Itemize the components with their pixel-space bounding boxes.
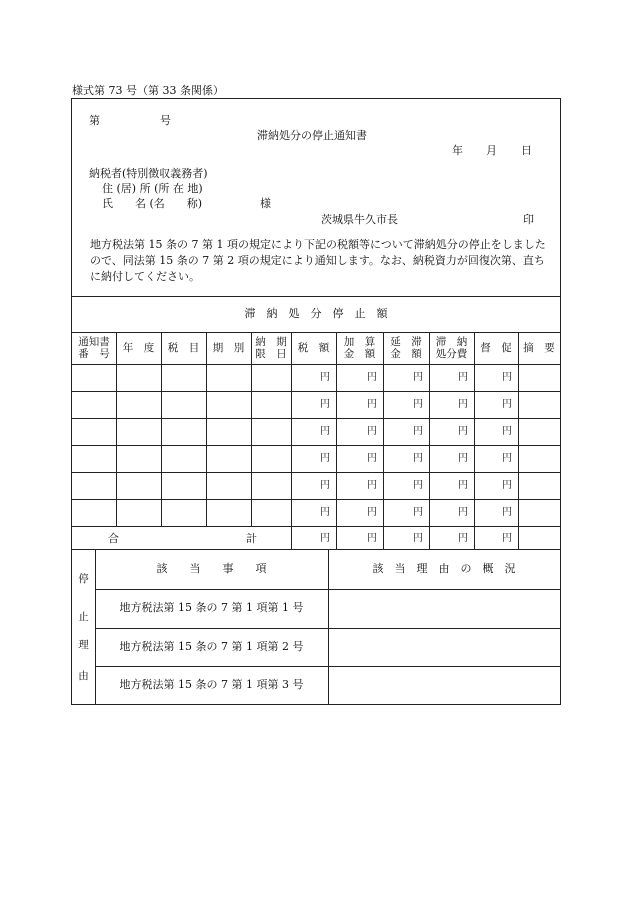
column-header: 年 度 xyxy=(122,341,155,354)
date-year: 年 xyxy=(452,144,463,157)
yen-unit: 円 xyxy=(413,399,423,410)
yen-unit: 円 xyxy=(502,399,512,410)
yen-unit: 円 xyxy=(413,507,423,518)
yen-unit: 円 xyxy=(367,453,377,464)
honorific: 様 xyxy=(260,197,271,210)
seal-mark: 印 xyxy=(523,213,534,226)
yen-unit: 円 xyxy=(367,507,377,518)
yen-unit: 円 xyxy=(502,480,512,491)
date-day: 日 xyxy=(521,144,532,157)
yen-unit: 円 xyxy=(458,372,468,383)
yen-unit: 円 xyxy=(320,372,330,383)
yen-unit: 円 xyxy=(367,426,377,437)
yen-unit: 円 xyxy=(502,426,512,437)
column-header: 税 額 xyxy=(297,341,330,354)
yen-unit: 円 xyxy=(502,372,512,383)
yen-unit-total: 円 xyxy=(367,533,377,544)
reason-item-2: 地方税法第 15 条の 7 第 1 項第 2 号 xyxy=(119,639,304,653)
yen-unit: 円 xyxy=(458,399,468,410)
yen-unit: 円 xyxy=(367,372,377,383)
column-header: 納 期 限 日 xyxy=(255,335,287,360)
number-suffix: 号 xyxy=(160,114,171,127)
column-header-rule xyxy=(72,364,560,365)
column-header: 摘 要 xyxy=(523,341,555,354)
form-caption: 様式第 73 号（第 33 条関係） xyxy=(72,84,224,97)
yen-unit-total: 円 xyxy=(413,533,423,544)
number-prefix: 第 xyxy=(89,114,100,127)
yen-unit: 円 xyxy=(320,426,330,437)
yen-unit: 円 xyxy=(458,507,468,518)
column-header: 滞 納 処分費 xyxy=(435,335,468,360)
column-header: 延 滞 金 額 xyxy=(390,335,422,360)
reason-side-char-1: 停 xyxy=(78,572,89,585)
reason-item-1: 地方税法第 15 条の 7 第 1 項第 1 号 xyxy=(119,601,304,615)
notice-body-text: 地方税法第 15 条の 7 第 1 項の規定により下記の税額等について滞納処分の停止をしましたので、同法第 15 条の 7 第 2 項の規定により通知します。なお、納税資力が回復次第、直ちに納付してください。 xyxy=(90,238,546,283)
table-section-title: 滞 納 処 分 停 止 額 xyxy=(244,306,388,320)
notice-form xyxy=(71,98,561,705)
column-header: 通知書 番 号 xyxy=(78,335,110,360)
yen-unit: 円 xyxy=(458,480,468,491)
row-rule xyxy=(72,472,560,473)
yen-unit: 円 xyxy=(502,453,512,464)
yen-unit: 円 xyxy=(458,426,468,437)
address-label: 住 (居) 所 (所 在 地) xyxy=(102,182,203,195)
yen-unit: 円 xyxy=(367,399,377,410)
row-rule xyxy=(72,418,560,419)
row-rule xyxy=(72,526,560,527)
reason-summary-header: 該 当 理 由 の 概 況 xyxy=(372,561,516,575)
yen-unit: 円 xyxy=(367,480,377,491)
row-rule xyxy=(72,391,560,392)
yen-unit: 円 xyxy=(320,399,330,410)
yen-unit: 円 xyxy=(413,480,423,491)
row-rule xyxy=(72,499,560,500)
yen-unit: 円 xyxy=(413,372,423,383)
total-label-right: 計 xyxy=(246,532,257,545)
name-label: 氏 名 (名 称) xyxy=(102,197,203,210)
total-label-left: 合 xyxy=(108,532,119,545)
yen-unit-total: 円 xyxy=(320,533,330,544)
yen-unit: 円 xyxy=(320,480,330,491)
issuer-name: 茨城県牛久市長 xyxy=(321,213,398,226)
yen-unit: 円 xyxy=(458,453,468,464)
reason-item-header: 該 当 事 項 xyxy=(156,561,267,575)
column-header: 税 目 xyxy=(167,341,200,354)
yen-unit-total: 円 xyxy=(458,533,468,544)
yen-unit: 円 xyxy=(413,426,423,437)
document-title: 滞納処分の停止通知書 xyxy=(257,129,367,142)
date-month: 月 xyxy=(486,144,497,157)
reason-side-char-4: 由 xyxy=(78,669,89,682)
yen-unit: 円 xyxy=(320,453,330,464)
column-header: 加 算 金 額 xyxy=(343,335,376,360)
column-header: 督 促 xyxy=(480,341,512,354)
row-rule xyxy=(72,445,560,446)
reason-side-char-3: 理 xyxy=(78,638,89,651)
yen-unit: 円 xyxy=(413,453,423,464)
yen-unit: 円 xyxy=(502,507,512,518)
taxpayer-label: 納税者(特別徴収義務者) xyxy=(89,167,208,180)
yen-unit-total: 円 xyxy=(502,533,512,544)
reason-item-3: 地方税法第 15 条の 7 第 1 項第 3 号 xyxy=(119,677,304,691)
yen-unit: 円 xyxy=(320,507,330,518)
reason-side-char-2: 止 xyxy=(78,610,89,623)
column-header: 期 別 xyxy=(212,341,245,354)
